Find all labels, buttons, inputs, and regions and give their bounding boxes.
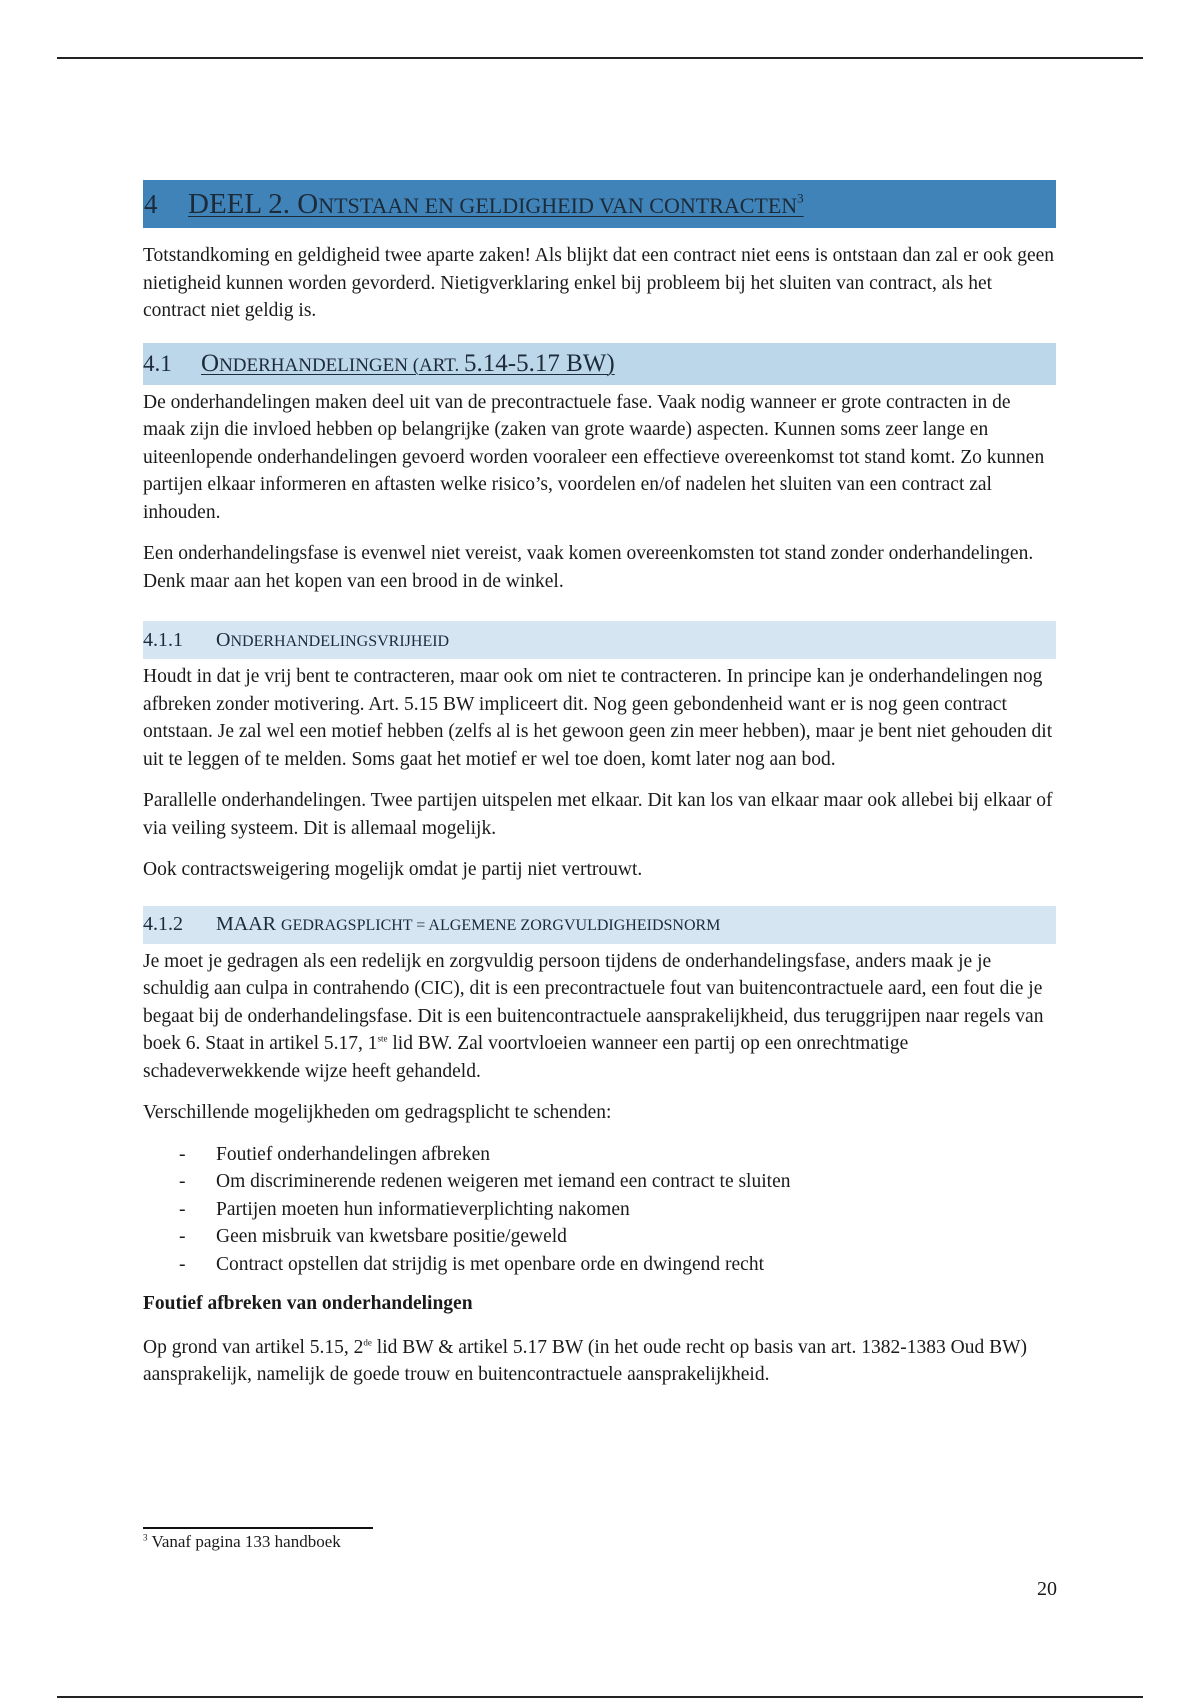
section-number: 4.1 (143, 350, 172, 376)
footer-rule (57, 1696, 1143, 1698)
list-item: - Contract opstellen dat strijdig is met openbare orde en dwingend recht (179, 1251, 1056, 1279)
section-title-smallcaps: GEDRAGSPLICHT = ALGEMENE ZORGVULDIGHEIDSNORM (281, 917, 721, 934)
paragraph: Een onderhandelingsfase is evenwel niet vereist, vaak komen overeenkomsten tot stand zonder onderhandelingen. Denk maar aan het kopen van een brood in de winkel. (143, 543, 1034, 592)
ordinal-superscript: ste (377, 1033, 388, 1044)
violation-list (143, 1141, 1056, 1279)
chapter-title-lead: DEEL 2. O (188, 187, 319, 220)
section-title-lead: O (201, 349, 220, 377)
section-title (216, 913, 720, 936)
paragraph-text: lid BW & artikel 5.17 BW (in het oude recht op basis van art. 1382-1383 Oud BW) aansprakelijk, namelijk de goede trouw en buitencontractuele aansprakelijkheid. (143, 1336, 1028, 1385)
section-title (216, 629, 449, 652)
chapter-title (188, 188, 804, 221)
list-item: - Geen misbruik van kwetsbare positie/geweld (179, 1223, 1056, 1251)
footnote-marker: 3 (143, 1532, 148, 1543)
list-item: - Foutief onderhandelingen afbreken (179, 1141, 1056, 1169)
paragraph-text: Op grond van artikel 5.15, 2 (143, 1336, 364, 1358)
footnote-text: Vanaf pagina 133 handboek (147, 1532, 341, 1551)
section-number: 4.1.1 (143, 628, 183, 651)
section-number: 4.1.2 (143, 913, 183, 935)
footnote (143, 1532, 341, 1552)
footnote-separator (143, 1527, 373, 1529)
paragraph (143, 1334, 1056, 1389)
paragraph: Parallelle onderhandelingen. Twee partijen uitspelen met elkaar. Dit kan los van elkaar maar ook allebei bij elkaar of via veiling systeem. Dit is allemaal mogelijk. (143, 790, 1053, 839)
section-heading-4-1 (143, 343, 1056, 385)
paragraph-text: lid BW. Zal voortvloeien wanneer een partij op een onrechtmatige schadeverwekkende wijze heeft gehandeld. (143, 1033, 909, 1082)
section-heading-4-1-1 (143, 621, 1056, 659)
page-number: 20 (1037, 1578, 1057, 1600)
list-item: - Om discriminerende redenen weigeren met iemand een contract te sluiten (179, 1168, 1056, 1196)
section-title-smallcaps: NDERHANDELINGEN (ART. (219, 354, 465, 376)
section-heading-4-1-2 (143, 906, 1056, 944)
chapter-heading (143, 180, 1056, 228)
section-title-smallcaps: NDERHANDELINGSVRIJHEID (230, 632, 450, 650)
chapter-title-smallcaps: NTSTAAN EN GELDIGHEID VAN CONTRACTEN (318, 192, 798, 218)
paragraph: Houdt in dat je vrij bent te contracteren, maar ook om niet te contracteren. In principe kan je onderhandelingen nog afbreken zonder motivering. Art. 5.15 BW impliceert dit. Nog geen gebondenheid want er is nog geen contract ontstaan. Je zal wel een motief hebben (zelfs al is het gewoon geen zin meer hebben), maar je bent niet gehouden dit uit te leggen of te melden. Soms gaat het motief er wel toe doen, komt later nog aan bod. (143, 666, 1053, 770)
header-rule (57, 57, 1143, 59)
chapter-intro: Totstandkoming en geldigheid twee aparte zaken! Als blijkt dat een contract niet eens is ontstaan dan zal er ook geen nietigheid kunnen worden gevorderd. Nietigverklaring enkel bij probleem bij het sluiten van contract, als het contract niet geldig is. (143, 245, 1055, 321)
paragraph: De onderhandelingen maken deel uit van de precontractuele fase. Vaak nodig wanneer er grote contracten in de maak zijn die invloed hebben op belangrijke (zaken van grote waarde) aspecten. Kunnen soms zeer lange en uiteenlopende onderhandelingen gevoerd worden vooraleer een effectieve overeenkomst tot stand komt. Zo kunnen partijen elkaar informeren en aftasten welke risico’s, voordelen en/of nadelen het sluiten van een contract zal inhouden. (143, 391, 1045, 523)
paragraph (143, 948, 1056, 1086)
subheading: Foutief afbreken van onderhandelingen (143, 1293, 473, 1314)
section-title-lead: O (216, 628, 231, 651)
footnote-reference[interactable]: 3 (797, 189, 804, 205)
page-content (143, 180, 1056, 1403)
section-title-tail: 5.14-5.17 BW) (464, 349, 615, 377)
section-title (201, 350, 615, 378)
paragraph: Ook contractsweigering mogelijk omdat je partij niet vertrouwt. (143, 859, 643, 880)
chapter-number: 4 (144, 188, 158, 219)
list-item: - Partijen moeten hun informatieverplichting nakomen (179, 1196, 1056, 1224)
section-title-lead: MAAR (216, 913, 282, 935)
ordinal-superscript: de (363, 1337, 372, 1347)
paragraph: Verschillende mogelijkheden om gedragsplicht te schenden: (143, 1102, 612, 1123)
paragraph-text: Je moet je gedragen als een redelijk en zorgvuldig persoon tijdens de onderhandelingsfase, anders maak je je schuldig aan culpa in contrahendo (CIC), dit is een precontractuele fout van buitencontractuele aard, een fout die je begaat bij de onderhandelingsfase. Dit is een buitencontractuele aansprakelijkheid, dus teruggrijpen naar regels van boek 6. Staat in artikel 5.17, 1 (143, 950, 1044, 1054)
